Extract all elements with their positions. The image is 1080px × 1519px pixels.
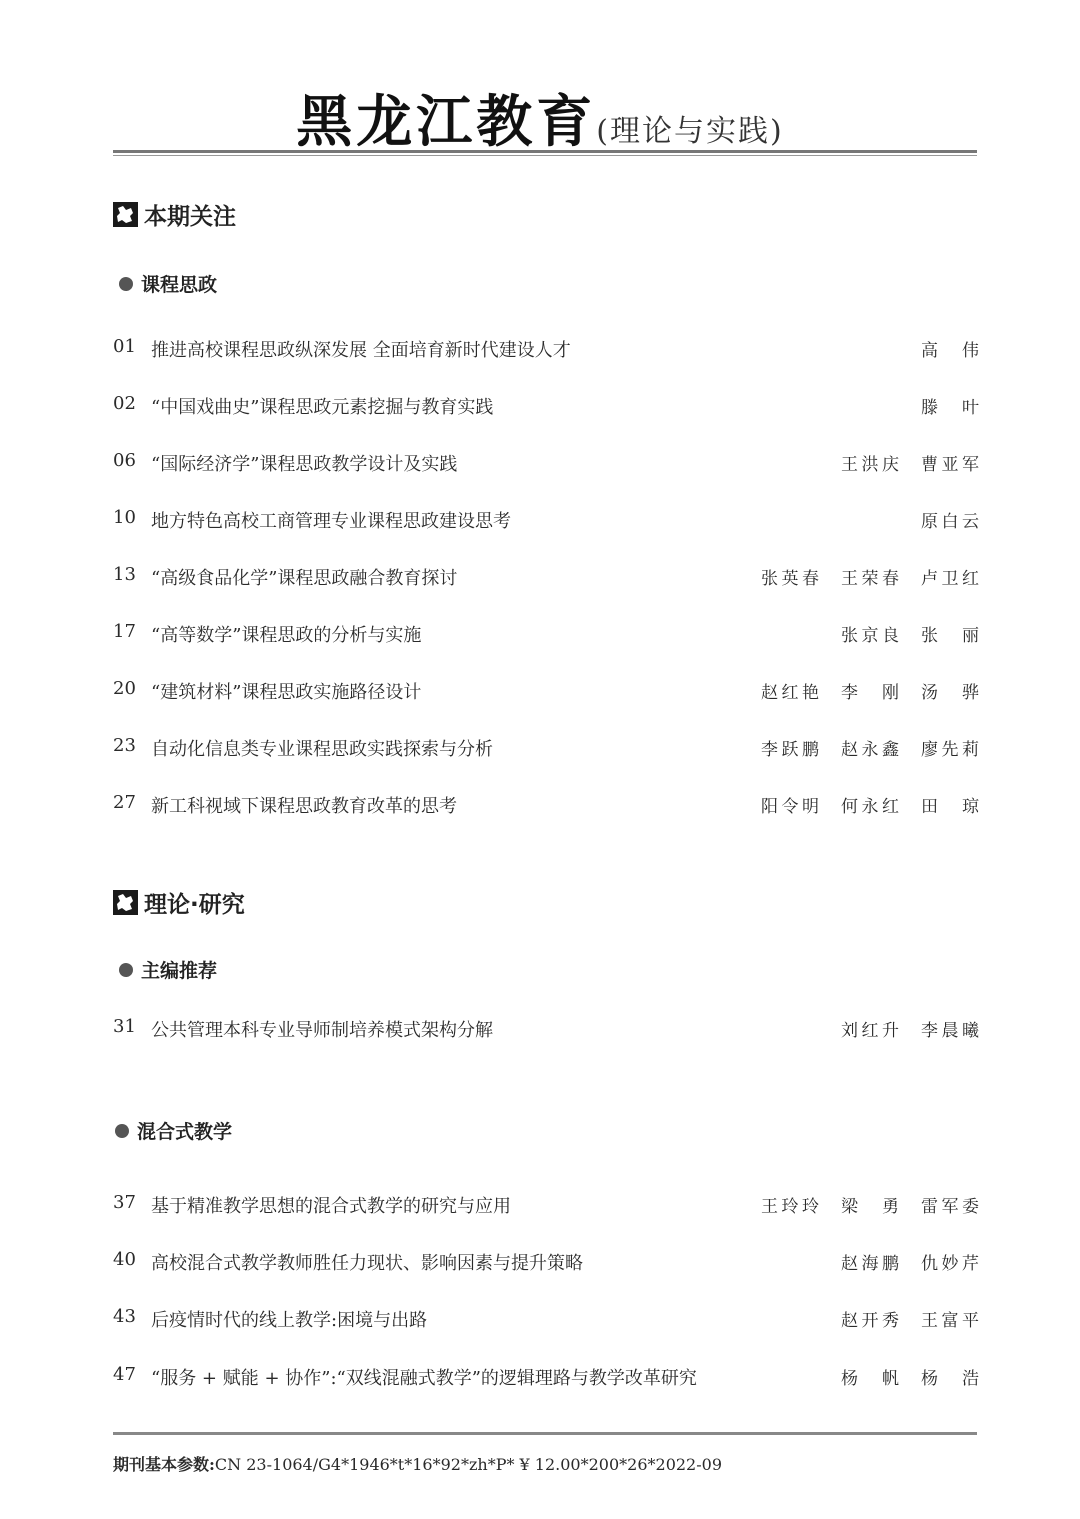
masthead [0,78,1080,158]
page-number: 01 [113,336,136,357]
section-label: 本期关注 [144,204,236,230]
author: 杨 浩 [921,1369,979,1389]
author: 何永红 [841,797,899,817]
author: 田 琼 [921,797,979,817]
author: 赵永鑫 [841,740,899,760]
author: 王富平 [921,1311,979,1331]
author: 阳令明 [761,797,819,817]
author: 张 丽 [921,626,979,646]
author: 曹亚军 [921,455,979,475]
author: 李晨曦 [921,1021,979,1041]
author: 高 伟 [921,341,979,361]
section-emblem-icon [113,890,138,915]
author: 张京良 [841,626,899,646]
toc-entry[interactable] [113,507,979,533]
author: 赵开秀 [841,1311,899,1331]
author: 王荣春 [841,569,899,589]
toc-entry[interactable] [113,621,979,647]
author: 原白云 [921,512,979,532]
page-number: 10 [113,507,136,528]
author: 雷军委 [921,1197,979,1217]
section-heading [113,198,236,231]
page-number: 02 [113,393,136,414]
page-number: 13 [113,564,136,585]
toc-entry[interactable] [113,450,979,476]
author: 李跃鹏 [761,740,819,760]
toc-entry[interactable] [113,393,979,419]
article-title: “国际经济学”课程思政教学设计及实践 [151,454,458,475]
toc-entry[interactable] [113,1306,979,1332]
page-number: 23 [113,735,136,756]
author: 赵红艳 [761,683,819,703]
article-title: 公共管理本科专业导师制培养模式架构分解 [151,1020,493,1041]
toc-entry[interactable] [113,678,979,704]
article-title: 推进高校课程思政纵深发展 全面培育新时代建设人才 [151,340,571,361]
page-number: 40 [113,1249,136,1270]
article-title: “服务 + 赋能 + 协作”:“双线混融式教学”的逻辑理路与教学改革研究 [151,1368,697,1389]
author: 王洪庆 [841,455,899,475]
author: 李 刚 [841,683,899,703]
page-number: 37 [113,1192,136,1213]
section-heading [113,886,245,919]
author: 杨 帆 [841,1369,899,1389]
author: 王玲玲 [761,1197,819,1217]
toc-entry[interactable] [113,336,979,362]
article-title: “高等数学”课程思政的分析与实施 [151,625,422,646]
article-title: “高级食品化学”课程思政融合教育探讨 [151,568,458,589]
author: 赵海鹏 [841,1254,899,1274]
author: 卢卫红 [921,569,979,589]
group-heading [115,1117,232,1144]
toc-entry[interactable] [113,1249,979,1275]
page-number: 17 [113,621,136,642]
group-heading [119,956,217,983]
bullet-dot-icon [119,277,133,291]
page-number: 31 [113,1016,136,1037]
author: 刘红升 [841,1021,899,1041]
article-title: 地方特色高校工商管理专业课程思政建设思考 [151,511,511,532]
toc-entry[interactable] [113,1016,979,1042]
article-title: 后疫情时代的线上教学:困境与出路 [151,1310,428,1331]
page-number: 43 [113,1306,136,1327]
header-rule [113,150,977,156]
group-heading [119,270,217,297]
toc-entry[interactable] [113,735,979,761]
group-label: 主编推荐 [141,960,218,982]
page-number: 06 [113,450,136,471]
group-label: 课程思政 [141,274,218,296]
author: 张英春 [761,569,819,589]
parameters-value: CN 23-1064/G4*1946*t*16*92*zh*P* ¥ 12.00*200*26*2022-09 [214,1455,722,1474]
author: 廖先莉 [921,740,979,760]
author: 仇妙芹 [921,1254,979,1274]
author: 梁 勇 [841,1197,899,1217]
journal-parameters [113,1452,722,1475]
toc-entry[interactable] [113,1192,979,1218]
footer-rule [113,1432,977,1435]
page-number: 20 [113,678,136,699]
bullet-dot-icon [119,963,133,977]
page-number: 47 [113,1364,136,1385]
article-title: 自动化信息类专业课程思政实践探索与分析 [151,739,493,760]
article-title: 高校混合式教学教师胜任力现状、影响因素与提升策略 [151,1253,583,1274]
author: 滕 叶 [921,398,979,418]
toc-entry[interactable] [113,792,979,818]
section-emblem-icon [113,202,138,227]
toc-entry[interactable] [113,564,979,590]
journal-title: 黑龙江教育 [296,89,597,155]
section-label: 理论·研究 [144,892,245,918]
bullet-dot-icon [115,1124,129,1138]
page-number: 27 [113,792,136,813]
article-title: “中国戏曲史”课程思政元素挖掘与教育实践 [151,397,494,418]
article-title: 基于精准教学思想的混合式教学的研究与应用 [151,1196,511,1217]
parameters-label: 期刊基本参数: [113,1455,215,1474]
journal-subtitle: (理论与实践) [596,114,784,149]
article-title: “建筑材料”课程思政实施路径设计 [151,682,422,703]
toc-entry[interactable] [113,1364,979,1390]
article-title: 新工科视域下课程思政教育改革的思考 [151,796,457,817]
author: 汤 骅 [921,683,979,703]
group-label: 混合式教学 [137,1121,233,1143]
